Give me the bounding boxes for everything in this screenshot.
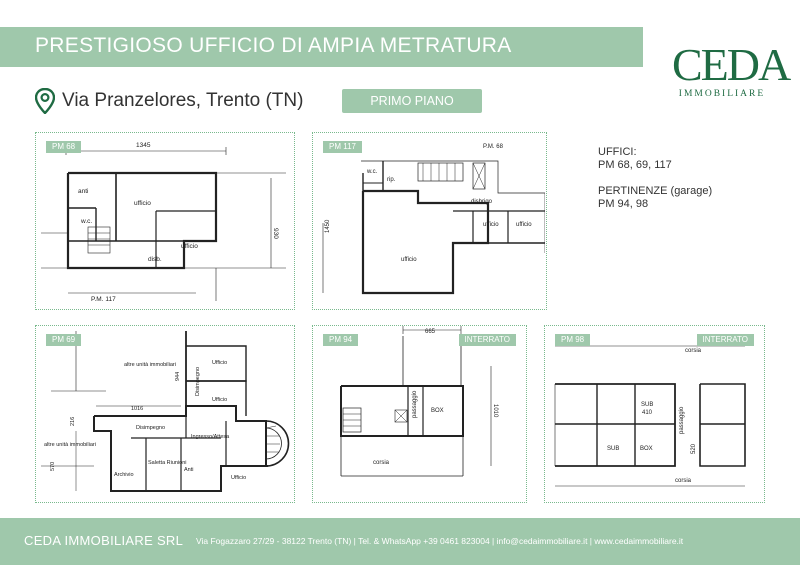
floor-plan-pm69 (35, 325, 295, 503)
label-office-2: Ufficio (212, 397, 228, 403)
floor-plan-pm98 (544, 325, 765, 503)
page-title: PRESTIGIOSO UFFICIO DI AMPIA METRATURA (35, 34, 512, 57)
label-other-units-1: altre unità immobiliari (124, 362, 176, 368)
appurtenances-info (598, 185, 712, 211)
dim-width: 665 (425, 329, 436, 335)
label-lane: corsia (373, 460, 390, 466)
panel-tag: PM 94 (323, 334, 358, 346)
floor-plan-pm94 (312, 325, 527, 503)
label-box: BOX (640, 446, 653, 452)
panel-tag: PM 69 (46, 334, 81, 346)
label-office-2: ufficio (516, 222, 532, 228)
dim-1: 1016 (131, 406, 144, 412)
label-office-3: Ufficio (231, 475, 247, 481)
offices-info (598, 146, 672, 172)
dim-side: 1450 (325, 219, 331, 233)
label-office-2: ufficio (181, 243, 198, 250)
panel-tag: PM 98 (555, 334, 590, 346)
title-bar (0, 27, 643, 67)
label-office-1: ufficio (134, 200, 151, 207)
panel-tag: PM 117 (323, 141, 362, 153)
floor-plan-pm68 (35, 132, 295, 310)
address (35, 88, 303, 114)
label-sub-1-number: 410 (642, 410, 653, 416)
dim-side: 1010 (492, 404, 498, 418)
label-sub-1: SUB (641, 402, 654, 408)
label-disbrigo: disbrigo (471, 199, 493, 205)
panel-tag: PM 68 (46, 141, 81, 153)
footer-company: CEDA IMMOBILIARE SRL (24, 533, 184, 548)
logo-subtitle: IMMOBILIARE (678, 89, 766, 99)
label-wc: w.c. (367, 169, 378, 175)
label-passage: passaggio (412, 390, 418, 418)
dim-2: 944 (175, 371, 181, 381)
label-pm-ref: P.M. 68 (483, 144, 503, 150)
plan-drawing-pm94 (313, 326, 525, 501)
label-wc: w.c. (81, 218, 93, 225)
label-disb: disb. (148, 256, 162, 263)
map-pin-icon (35, 88, 55, 114)
label-archive: Archivio (114, 472, 134, 478)
company-logo (672, 39, 790, 99)
plan-drawing-pm117 (313, 133, 545, 308)
plan-drawing-pm98 (545, 326, 763, 501)
plan-drawing-pm68 (36, 133, 293, 308)
label-sub-2: SUB (607, 446, 620, 452)
label-box: BOX (431, 408, 444, 414)
label-office-main: ufficio (401, 257, 417, 263)
footer (0, 518, 800, 565)
label-anti: anti (78, 188, 89, 195)
label-office-1: Ufficio (212, 360, 228, 366)
label-other-units-2: altre unità immobiliari (44, 442, 96, 448)
dim-3: 570 (50, 461, 56, 471)
basement-badge: INTERRATO (459, 334, 516, 346)
logo-mark: CEDA (672, 39, 790, 90)
label-rip: rip. (387, 177, 396, 183)
label-corridor-1: Disimpegno (136, 425, 166, 431)
footer-contacts: Via Fogazzaro 27/29 - 38122 Trento (TN) | Tel. & WhatsApp +39 0461 823004 | info@cedaimmobiliare.it | www.cedaimmobiliare.it (196, 536, 684, 546)
offices-label: UFFICI: (598, 146, 637, 158)
basement-badge: INTERRATO (697, 334, 754, 346)
dim-side: 930 (272, 228, 279, 239)
floor-badge: PRIMO PIANO (342, 89, 482, 113)
label-meeting-room: Saletta Riunioni (148, 460, 187, 466)
label-office-1: ufficio (483, 222, 499, 228)
label-corridor-2: Disimpegno (195, 366, 201, 396)
offices-value: PM 68, 69, 117 (598, 159, 672, 171)
plan-drawing-pm69 (36, 326, 293, 501)
label-entrance: Ingresso/Attesa (191, 434, 230, 440)
floor-plan-pm117 (312, 132, 547, 310)
label-lane-top: corsia (685, 348, 702, 354)
label-pm-ref: P.M. 117 (91, 296, 116, 303)
address-text: Via Pranzelores, Trento (TN) (62, 90, 304, 111)
label-lane-bottom: corsia (675, 478, 692, 484)
dim-side: 520 (691, 443, 697, 454)
appurtenances-label: PERTINENZE (garage) (598, 185, 713, 197)
dim-width: 1345 (136, 142, 151, 149)
label-anti: Anti (184, 467, 194, 473)
label-passage: passaggio (679, 406, 685, 434)
dim-4: 216 (70, 416, 76, 426)
appurtenances-value: PM 94, 98 (598, 198, 649, 210)
